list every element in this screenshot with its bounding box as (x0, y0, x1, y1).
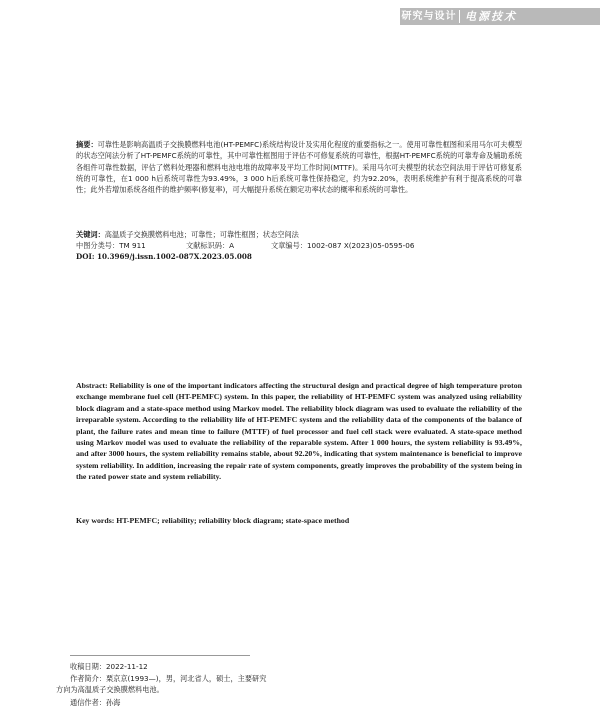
chinese-keywords-text: 高温质子交换膜燃料电池；可靠性；可靠性框图；状态空间法 (104, 230, 299, 239)
article-number: 文章编号：1002-087 X(2023)05-0595-06 (271, 241, 415, 250)
english-keywords-label: Key words: (76, 516, 115, 525)
author-info-line1: 作者简介：栗京京(1993—)，男，河北省人，硕士，主要研究 (70, 674, 267, 683)
english-abstract-text: Reliability is one of the important indicators affecting the structural design and practical degree of high temperature proton exchange membrane fuel cell (HT-PEMFC) system. In this paper, the reliability of HT-PEMFC system was analyzed using reliability block diagram and a state-space method using Markov model. The reliability block diagram was used to evaluate the reliability of the irreparable system. According to the reliability life of HT-PEMFC system and the reliability data of the components of the balance of plant, the failure rates and mean time to failure (MTTF) of fuel processor and fuel cell stack were evaluated. A state-space method using Markov model was used to evaluate the reliability of the reparable system. After 1 000 hours, the system reliability is 93.49%, and after 3000 hours, the system reliability remains stable, about 92.20%, indicating that system maintenance is beneficial to improve system reliability. In addition, increasing the repair rate of system components, greatly improves the probability of the system being in the rated power state and system reliability. (76, 381, 523, 482)
author-info (56, 673, 330, 695)
doi: DOI: 10.3969/j.issn.1002-087X.2023.05.008 (76, 252, 252, 261)
chinese-abstract-text: 可靠性是影响高温质子交换膜燃料电池(HT-PEMFC)系统结构设计及实用化程度的重要指标之一。使用可靠性框图和采用马尔可夫模型的状态空间法分析了HT-PEMFC系统的可靠性，其中可靠性框图用于评估不可修复系统的可靠性，根据HT-PEMFC系统的可靠寿命及辅助系统各组件可靠性数据，评估了燃料处理器和燃料电池电堆的故障率及平均工作时间(MTTF)。采用马尔可夫模型的状态空间法用于评估可修复系统的可靠性，在1 000 h后系统可靠性为93.49%，3 000 h后系统可靠性保持稳定，约为92.20%，表明系统维护有利于提高系统的可靠性；此外若增加系统各组件的维护频率(修复率)，可大幅提升系统在额定功率状态的概率和系统的可靠性。 (76, 140, 522, 195)
chinese-keywords-label: 关键词： (76, 230, 105, 239)
header-separator (459, 10, 460, 23)
chinese-abstract-label: 摘要： (76, 140, 98, 149)
author-info-line2: 方向为高温质子交换膜燃料电池。 (56, 685, 164, 694)
english-keywords-text: HT-PEMFC; reliability; reliability block diagram; state-space method (116, 516, 350, 525)
footnote-rule (70, 655, 250, 656)
corresponding-author: 通信作者：孙海 (70, 698, 121, 707)
received-date: 收稿日期：2022-11-12 (70, 662, 148, 671)
journal-name: 电源技术 (465, 10, 517, 23)
chinese-keywords (76, 229, 522, 240)
classification-row (76, 240, 522, 251)
english-keywords (76, 515, 522, 526)
english-abstract-label: Abstract: (76, 381, 108, 390)
clc-number: 中图分类号：TM 911 (76, 241, 146, 250)
document-code: 文献标识码：A (186, 241, 235, 250)
english-abstract (76, 380, 522, 483)
section-label: 研究与设计 (401, 11, 457, 22)
chinese-abstract (76, 139, 522, 195)
